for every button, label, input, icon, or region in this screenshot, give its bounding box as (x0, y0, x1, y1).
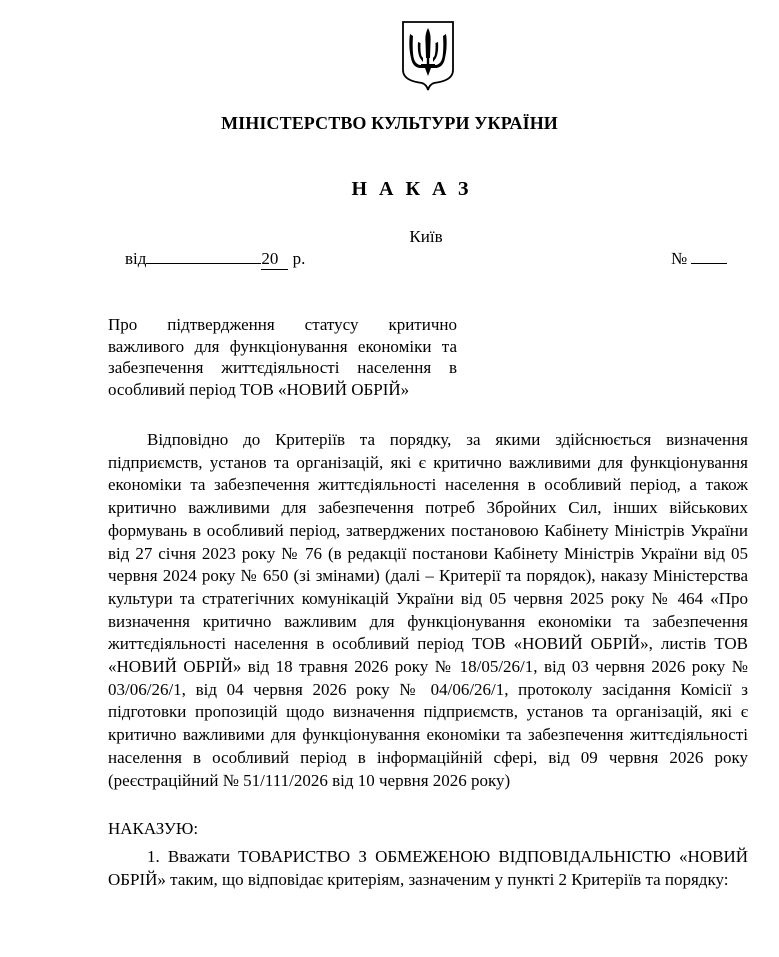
order-item-1: 1. Вважати ТОВАРИСТВО З ОБМЕЖЕНОЮ ВІДПОВІДАЛЬНІСТЮ «НОВИЙ ОБРІЙ» таким, що відповідає критеріям, зазначеним у пункті 2 Критеріїв та порядку: (108, 847, 748, 889)
date-prefix: від (125, 249, 147, 268)
date-year: 20 (261, 249, 288, 270)
order-subject: Про підтвердження статусу критично важливого для функціонування економіки та забезпечення життєдіяльності населення в особливий період ТОВ «НОВИЙ ОБРІЙ» (108, 315, 457, 399)
order-word: НАКАЗУЮ: (108, 819, 199, 838)
city: Київ (409, 227, 443, 246)
number-label: № (671, 249, 688, 268)
date-line (125, 248, 305, 270)
date-blank-field (146, 248, 261, 264)
trident-coat-of-arms-icon (401, 20, 455, 92)
ministry-name: МІНІСТЕРСТВО КУЛЬТУРИ УКРАЇНИ (221, 113, 558, 133)
number-line (671, 248, 727, 269)
preamble-paragraph: Відповідно до Критеріїв та порядку, за якими здійснюється визначення підприємств, установ та організацій, які є критично важливими для функціонування економіки та забезпечення життєдіяльності населення в особливий період, а також критично важливими для забезпечення потреб Збройних Сил, інших військових формувань в особливий період, затверджених постановою Кабінету Міністрів України від 27 січня 2023 року № 76 (в редакції постанови Кабінету Міністрів України від 05 червня 2024 року № 650 (зі змінами) (далі – Критерії та порядок), наказу Міністерства культури та стратегічних комунікацій України від 05 червня 2025 року № 464 «Про визначення критично важливим для функціонування економіки та забезпечення життєдіяльності населення в особливий період ТОВ «НОВИЙ ОБРІЙ», листів ТОВ «НОВИЙ ОБРІЙ» від 18 травня 2026 року № 18/05/26/1, від 03 червня 2026 року № 03/06/26/1, від 04 червня 2026 року № 04/06/26/1, протоколу засідання Комісії з підготовки пропозицій щодо визначення підприємств, установ та організацій, які є критично важливими для функціонування економіки та забезпечення життєдіяльності населення в особливий період в інформаційній сфері, від 09 червня 2026 року (реєстраційний № 51/111/2026 від 10 червня 2026 року) (108, 430, 748, 790)
document-type-title: НАКАЗ (351, 178, 481, 200)
date-suffix: р. (292, 249, 306, 268)
number-blank-field (691, 248, 727, 264)
